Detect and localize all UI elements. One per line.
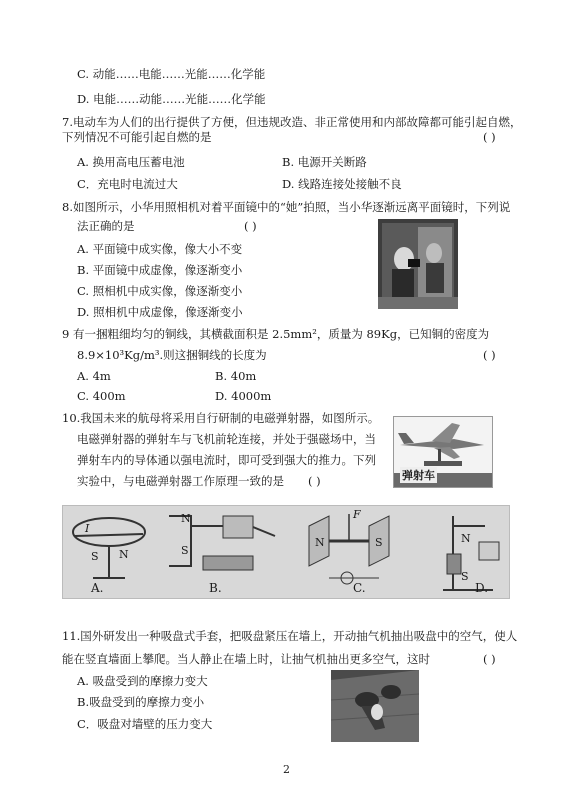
panel-b-n-label: N	[181, 512, 191, 525]
q10-answer-paren: ( )	[308, 474, 321, 488]
q8-option-d: D. 照相机中成虚像，像逐渐变小	[77, 305, 243, 319]
q10-stem-line4: 实验中，与电磁弹射器工作原理一致的是	[77, 474, 284, 488]
q10-stem-line3: 弹射车内的导体通以强电流时，即可受到强大的推力。下列	[77, 453, 376, 467]
q11-option-c: C．吸盘对墙壁的压力变大	[77, 717, 213, 731]
panel-b-label: B.	[209, 581, 222, 595]
q9-answer-paren: ( )	[483, 348, 496, 362]
q10-catapult-figure	[393, 416, 493, 488]
q11-answer-paren: ( )	[483, 652, 496, 666]
q7-stem-line1: 7.电动车为人们的出行提供了方便，但违规改造、非正常使用和内部故障都可能引起自燃，	[62, 115, 522, 129]
q10-stem-line2: 电磁弹射器的弹射车与飞机前轮连接，并处于强磁场中，当	[77, 432, 376, 446]
panel-a-current-label: I	[85, 522, 90, 535]
q9-option-b: B. 40m	[215, 369, 257, 383]
q9-option-c: C. 400m	[77, 389, 126, 403]
panel-d-n-label: N	[461, 532, 471, 545]
q6-option-c: C. 动能……电能……光能……化学能	[77, 67, 266, 81]
q9-option-d: D. 4000m	[215, 389, 272, 403]
q9-stem-line2: 8.9×10³Kg/m³.则这捆铜线的长度为	[77, 348, 267, 362]
q7-option-d: D. 线路连接处接触不良	[282, 177, 402, 191]
q11-option-b: B.吸盘受到的摩擦力变小	[77, 695, 205, 709]
q11-stem-line2: 能在竖直墙面上攀爬。当人静止在墙上时，让抽气机抽出更多空气，这时	[62, 652, 430, 666]
panel-c-s-label: S	[375, 536, 383, 549]
q11-option-a: A. 吸盘受到的摩擦力变大	[77, 674, 208, 688]
q8-option-b: B. 平面镜中成虚像，像逐渐变小	[77, 263, 243, 277]
q9-option-a: A. 4m	[77, 369, 111, 383]
q7-option-b: B. 电源开关断路	[282, 155, 367, 169]
catapult-label: 弹射车	[402, 469, 435, 482]
panel-a-label: A.	[91, 581, 104, 595]
panel-c-label: C.	[353, 581, 366, 595]
q8-option-c: C. 照相机中成实像，像逐渐变小	[77, 284, 243, 298]
page-number: 2	[283, 763, 290, 776]
q10-stem-line1: 10.我国未来的航母将采用自行研制的电磁弹射器，如图所示。	[62, 411, 380, 425]
q11-climbing-glove-photo	[331, 670, 419, 742]
panel-c-force-label: F	[353, 508, 361, 521]
q8-camera-mirror-photo	[378, 219, 458, 309]
q10-experiments-strip	[62, 505, 510, 599]
q8-stem-line1: 8.如图所示，小华用照相机对着平面镜中的“她”拍照，当小华逐渐远离平面镜时，下列说	[62, 200, 511, 214]
panel-d-s-label: S	[461, 570, 469, 583]
q8-stem-line2: 法正确的是	[77, 219, 135, 233]
panel-a-diagram	[63, 506, 173, 598]
panel-a-n-label: N	[119, 548, 129, 561]
q7-answer-paren: ( )	[483, 130, 496, 144]
q8-option-a: A. 平面镜中成实像，像大小不变	[77, 242, 243, 256]
panel-c-n-label: N	[315, 536, 325, 549]
q7-option-a: A. 换用高电压蓄电池	[77, 155, 185, 169]
q8-answer-paren: ( )	[244, 219, 257, 233]
q7-stem-line2: 下列情况不可能引起自燃的是	[62, 130, 212, 144]
panel-a-s-label: S	[91, 550, 99, 563]
q11-stem-line1: 11.国外研发出一种吸盘式手套，把吸盘紧压在墙上，开动抽气机抽出吸盘中的空气，使人	[62, 629, 518, 643]
panel-d-label: D.	[475, 581, 489, 595]
panel-b-s-label: S	[181, 544, 189, 557]
q7-option-c: C．充电时电流过大	[77, 177, 178, 191]
q9-stem-line1: 9 有一捆粗细均匀的铜线，其横截面积是 2.5mm²，质量为 89Kg，已知铜的密度为	[62, 327, 490, 341]
q6-option-d: D. 电能……动能……光能……化学能	[77, 92, 266, 106]
panel-d-diagram	[423, 506, 509, 598]
